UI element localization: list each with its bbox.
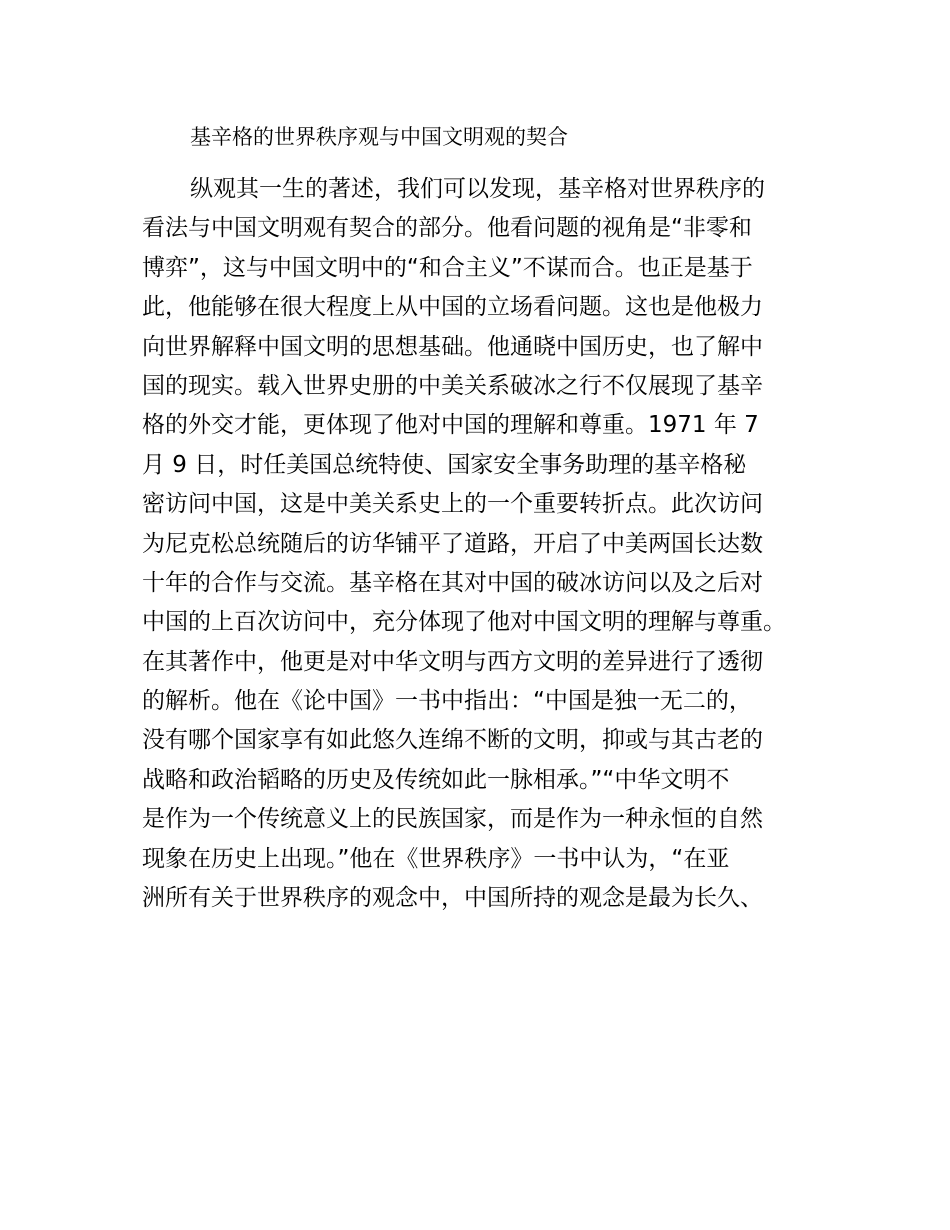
- paragraph-line: 格的外交才能，更体现了他对中国的理解和尊重。1971 年 7: [142, 412, 759, 439]
- paragraph-line: 十年的合作与交流。基辛格在其对中国的破冰访问以及之后对: [142, 569, 763, 596]
- body-paragraph: [142, 170, 822, 918]
- paragraph-line: 纵观其一生的著述，我们可以发现，基辛格对世界秩序的: [190, 176, 765, 202]
- paragraph-line: 月 9 日，时任美国总统特使、国家安全事务助理的基辛格秘: [142, 451, 747, 478]
- paragraph-line: 洲所有关于世界秩序的观念中，中国所持的观念是最为长久、: [142, 885, 763, 912]
- paragraph-line: 为尼克松总统随后的访华铺平了道路，开启了中美两国长达数: [142, 530, 763, 557]
- paragraph-line: 是作为一个传统意义上的民族国家，而是作为一种永恒的自然: [142, 806, 763, 833]
- paragraph-line: 的解析。他在《论中国》一书中指出：“中国是独一无二的，: [142, 688, 752, 715]
- paragraph-line: 国的现实。载入世界史册的中美关系破冰之行不仅展现了基辛: [142, 372, 763, 399]
- paragraph-line: 在其著作中，他更是对中华文明与西方文明的差异进行了透彻: [142, 648, 763, 675]
- paragraph-line: 向世界解释中国文明的思想基础。他通晓中国历史，也了解中: [142, 333, 763, 360]
- paragraph-line: 此，他能够在很大程度上从中国的立场看问题。这也是他极力: [142, 294, 763, 321]
- paragraph-line: 中国的上百次访问中，充分体现了他对中国文明的理解与尊重。: [142, 609, 786, 636]
- paragraph-line: 博弈”，这与中国文明中的“和合主义”不谋而合。也正是基于: [142, 254, 753, 281]
- paragraph-line: 密访问中国，这是中美关系史上的一个重要转折点。此次访问: [142, 491, 763, 518]
- paragraph-line: 没有哪个国家享有如此悠久连绵不断的文明，抑或与其古老的: [142, 727, 763, 754]
- paragraph-line: 看法与中国文明观有契合的部分。他看问题的视角是“非零和: [142, 215, 752, 242]
- paragraph-line: 战略和政治韬略的历史及传统如此一脉相承。”“中华文明不: [142, 766, 730, 793]
- paragraph-line: 现象在历史上出现。”他在《世界秩序》一书中认为，“在亚: [142, 845, 730, 872]
- document-title: 基辛格的世界秩序观与中国文明观的契合: [190, 125, 568, 149]
